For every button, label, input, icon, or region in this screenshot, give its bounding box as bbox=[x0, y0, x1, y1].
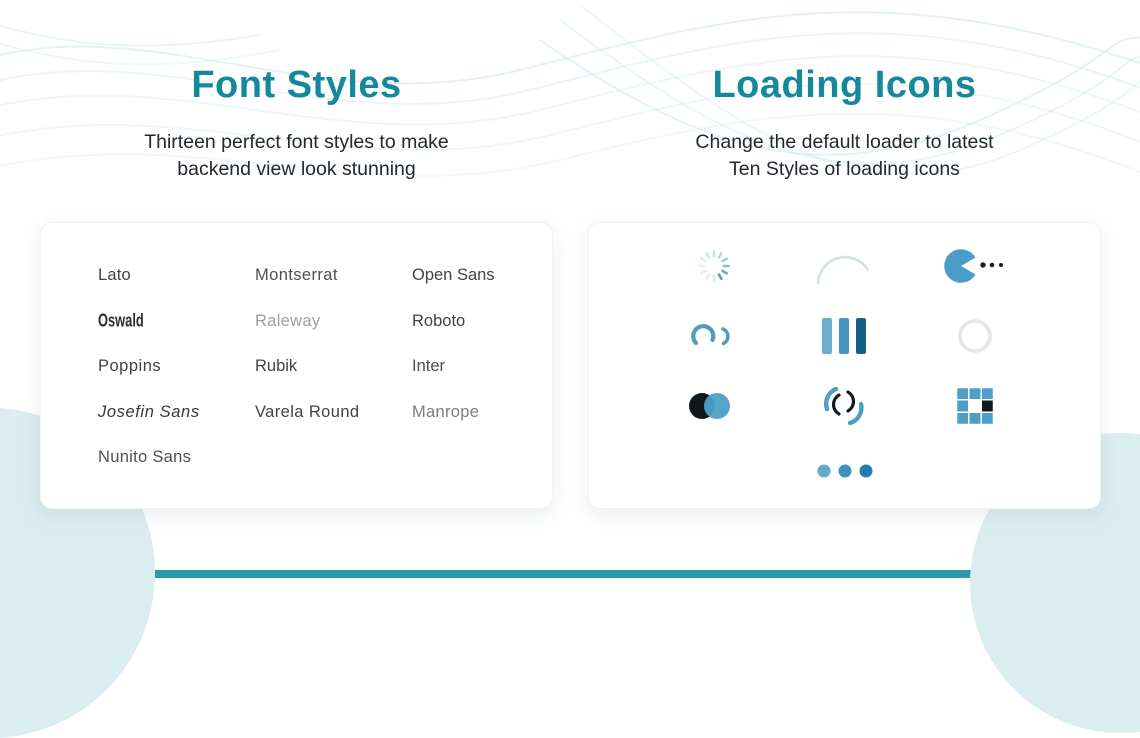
font-name-josefin-sans: Josefin Sans bbox=[98, 402, 200, 421]
font-name-poppins: Poppins bbox=[98, 357, 162, 376]
broken-ring-spinner-icon bbox=[820, 383, 868, 429]
font-name-raleway: Raleway bbox=[255, 311, 321, 330]
three-dots-loader-icon bbox=[589, 463, 1100, 479]
segment-spinner-icon bbox=[696, 248, 732, 284]
blocks-grid-loader-icon bbox=[956, 387, 994, 425]
dual-ball-loader-icon bbox=[687, 391, 741, 421]
loaders-subtitle-line-1: Change the default loader to latest bbox=[695, 131, 994, 153]
font-name-lato: Lato bbox=[98, 266, 131, 285]
arc-spinner-icon bbox=[813, 243, 875, 289]
double-crescent-spinner-icon bbox=[690, 320, 738, 352]
loading-icons-card bbox=[588, 222, 1101, 509]
loader-grid bbox=[589, 223, 1100, 441]
loaders-section-subtitle bbox=[588, 129, 1101, 183]
loaders-section-header bbox=[588, 0, 1101, 183]
fonts-section-header bbox=[40, 0, 553, 183]
fonts-subtitle-line-2: backend view look stunning bbox=[177, 158, 416, 180]
font-name-manrope: Manrope bbox=[412, 402, 480, 421]
font-name-varela-round: Varela Round bbox=[255, 402, 360, 421]
font-name-roboto: Roboto bbox=[412, 311, 466, 330]
loaders-section-title: Loading Icons bbox=[712, 64, 977, 106]
fonts-section-title: Font Styles bbox=[191, 64, 402, 106]
fonts-section-subtitle bbox=[40, 129, 553, 183]
font-styles-card bbox=[40, 222, 553, 509]
font-name-oswald: Oswald bbox=[98, 310, 144, 331]
font-name-rubik: Rubik bbox=[255, 357, 298, 376]
font-name-nunito-sans: Nunito Sans bbox=[98, 448, 192, 467]
fonts-subtitle-line-1: Thirteen perfect font styles to make bbox=[144, 131, 449, 153]
footer-accent-bar bbox=[0, 570, 1140, 578]
font-name-open-sans: Open Sans bbox=[412, 266, 495, 285]
loaders-subtitle-line-2: Ten Styles of loading icons bbox=[729, 158, 960, 180]
font-list bbox=[41, 223, 552, 481]
font-name-montserrat: Montserrat bbox=[255, 266, 338, 285]
ring-loader-icon bbox=[956, 317, 994, 355]
pacman-loader-icon bbox=[942, 247, 1008, 285]
font-name-inter: Inter bbox=[412, 357, 446, 376]
vertical-bars-loader-icon bbox=[821, 315, 867, 357]
